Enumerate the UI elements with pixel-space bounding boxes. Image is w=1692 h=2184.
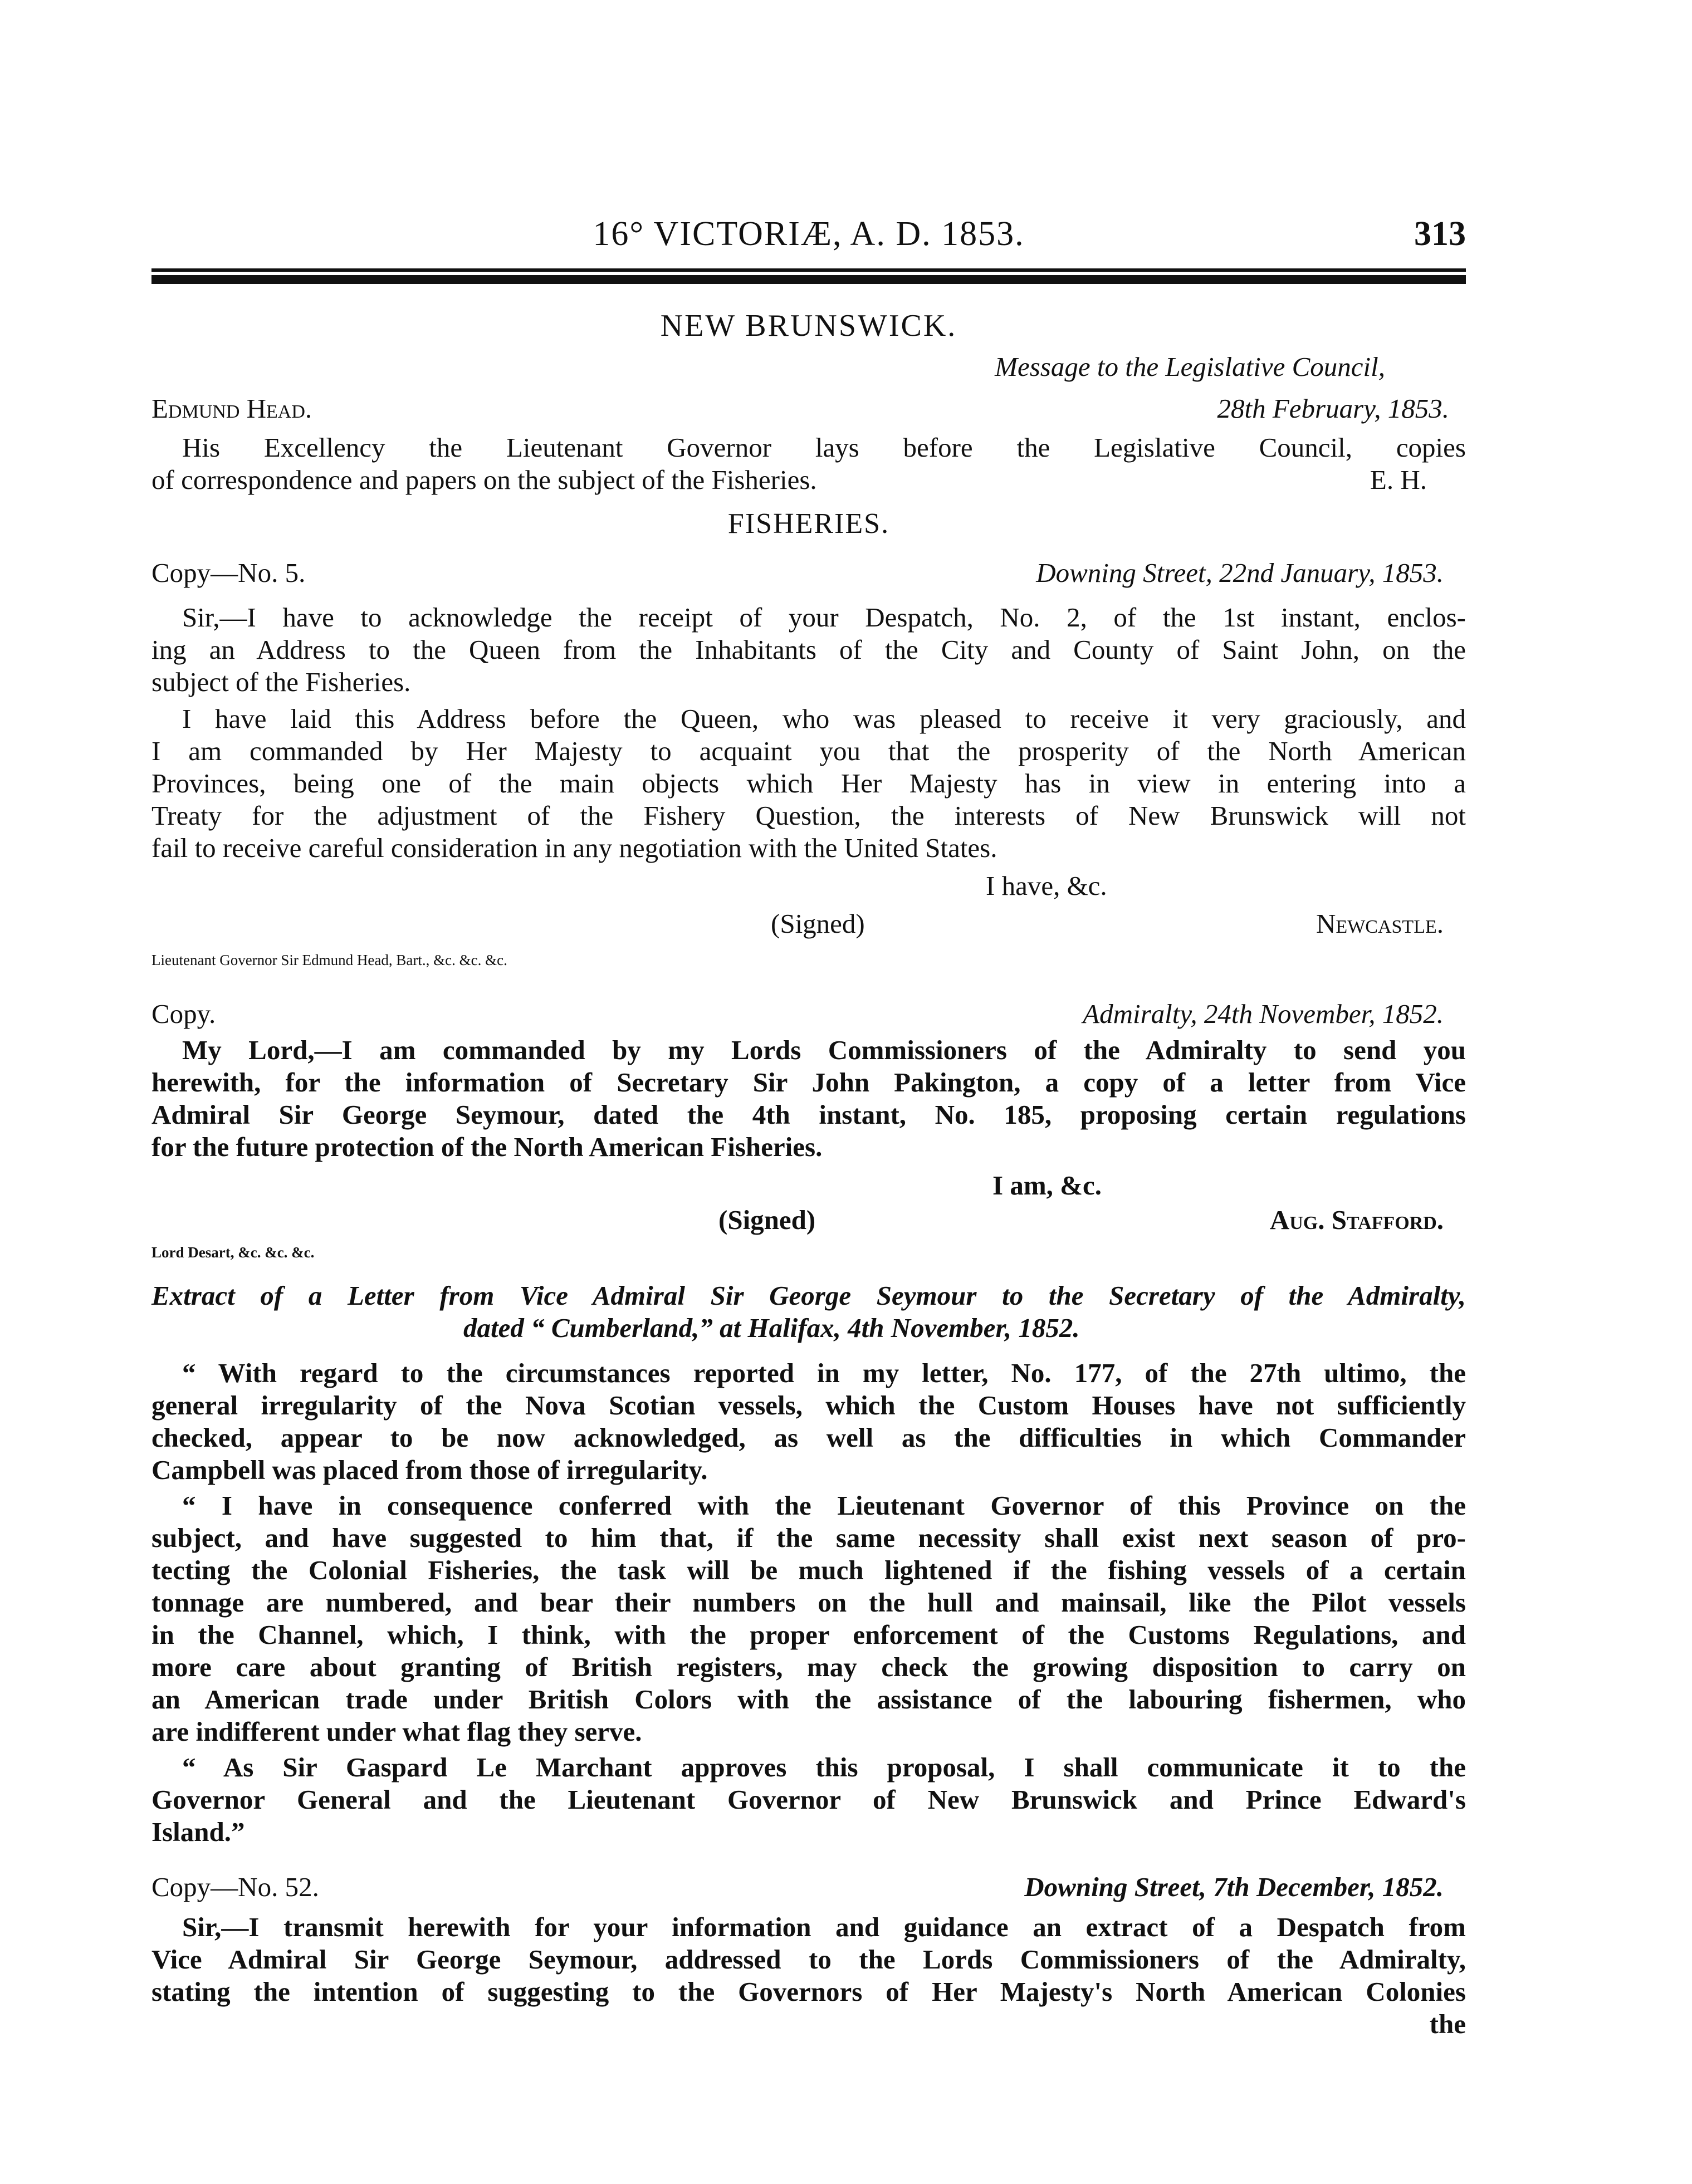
- letter2-place-date: Admiralty, 24th November, 1852.: [1083, 998, 1444, 1029]
- extract-line: more care about granting of British registers, may check the growing disposition to carry on: [151, 1652, 1466, 1682]
- letter2-addressee: Lord Desart, &c. &c. &c.: [151, 1244, 315, 1261]
- letter1-line: Sir,—I have to acknowledge the receipt of your Despatch, No. 2, of the 1st instant, enclos-: [182, 602, 1466, 633]
- message-body-line: His Excellency the Lieutenant Governor lays before the Legislative Council, copies: [182, 432, 1466, 463]
- letter3-place-date: Downing Street, 7th December, 1852.: [1024, 1872, 1444, 1902]
- letter2-line: Admiral Sir George Seymour, dated the 4th instant, No. 185, proposing certain regulations: [151, 1099, 1466, 1130]
- extract-line: an American trade under British Colors with the assistance of the labouring fishermen, who: [151, 1684, 1466, 1715]
- letter1-line: Treaty for the adjustment of the Fishery Question, the interests of New Brunswick will not: [151, 800, 1466, 831]
- letter2-signed: (Signed): [718, 1204, 816, 1235]
- letter1-line: I am commanded by Her Majesty to acquaint you that the prosperity of the North American: [151, 736, 1466, 766]
- extract-line: tecting the Colonial Fisheries, the task will be much lightened if the fishing vessels of a certain: [151, 1555, 1466, 1585]
- extract-line: tonnage are numbered, and bear their numbers on the hull and mainsail, like the Pilot vessels: [151, 1587, 1466, 1618]
- extract-line: in the Channel, which, I think, with the proper enforcement of the Customs Regulations, and: [151, 1619, 1466, 1650]
- letter1-line: subject of the Fisheries.: [151, 667, 411, 697]
- extract-line: Governor General and the Lieutenant Governor of New Brunswick and Prince Edward's: [151, 1784, 1466, 1815]
- letter3-line: Sir,—I transmit herewith for your information and guidance an extract of a Despatch from: [182, 1912, 1466, 1942]
- extract-line: “ As Sir Gaspard Le Marchant approves this proposal, I shall communicate it to the: [182, 1752, 1466, 1783]
- header-rule-thick: [151, 275, 1466, 284]
- extract-line: Campbell was placed from those of irregularity.: [151, 1455, 708, 1485]
- letter3-line: Vice Admiral Sir George Seymour, addressed to the Lords Commissioners of the Admiralty,: [151, 1944, 1466, 1975]
- extract-heading: Extract of a Letter from Vice Admiral Sir George Seymour to the Secretary of the Admiralty,: [151, 1280, 1466, 1311]
- letter3-line: stating the intention of suggesting to the Governors of Her Majesty's North American Colonies: [151, 1976, 1466, 2007]
- letter1-header-row: [151, 557, 1466, 589]
- page-number: 313: [1414, 215, 1466, 253]
- message-heading: Message to the Legislative Council,: [995, 351, 1385, 382]
- letter1-line: fail to receive careful consideration in any negotiation with the United States.: [151, 833, 997, 863]
- letter2-closing: I am, &c.: [992, 1170, 1102, 1201]
- running-header: [151, 214, 1466, 253]
- extract-heading: dated “ Cumberland,” at Halifax, 4th November, 1852.: [463, 1313, 1080, 1343]
- header-rule-thin: [151, 268, 1466, 272]
- extract-line: Island.”: [151, 1816, 245, 1847]
- letter2-line: for the future protection of the North American Fisheries.: [151, 1132, 823, 1162]
- section-title: NEW BRUNSWICK.: [660, 308, 957, 343]
- message-body-last-row: [151, 464, 1466, 496]
- extract-line: are indifferent under what flag they serve.: [151, 1716, 642, 1747]
- extract-line: general irregularity of the Nova Scotian vessels, which the Custom Houses have not sufficiently: [151, 1390, 1466, 1421]
- extract-line: “ With regard to the circumstances reported in my letter, No. 177, of the 27th ultimo, the: [182, 1358, 1466, 1388]
- catchword: the: [1429, 2009, 1466, 2039]
- letter2-line: herewith, for the information of Secretary Sir John Pakington, a copy of a letter from Vice: [151, 1067, 1466, 1098]
- letter1-label: Copy—No. 5.: [151, 557, 306, 588]
- letter3-label: Copy—No. 52.: [151, 1872, 319, 1902]
- extract-line: “ I have in consequence conferred with the Lieutenant Governor of this Province on the: [182, 1490, 1466, 1521]
- letter1-signature: Newcastle.: [1316, 908, 1444, 939]
- letter2-signature: Aug. Stafford.: [1269, 1204, 1444, 1235]
- letter2-line: My Lord,—I am commanded by my Lords Commissioners of the Admiralty to send you: [182, 1035, 1466, 1065]
- message-body-line: of correspondence and papers on the subject of the Fisheries.: [151, 464, 817, 495]
- letter3-header-row: [151, 1871, 1466, 1903]
- letter2-label: Copy.: [151, 998, 216, 1029]
- header-title: 16° VICTORIÆ, A. D. 1853.: [593, 215, 1025, 253]
- message-signer: Edmund Head.: [151, 393, 312, 424]
- extract-line: checked, appear to be now acknowledged, as well as the difficulties in which Commander: [151, 1422, 1466, 1453]
- letter1-line: I have laid this Address before the Queen, who was pleased to receive it very graciously, and: [182, 703, 1466, 734]
- letter1-addressee: Lieutenant Governor Sir Edmund Head, Bart., &c. &c. &c.: [151, 952, 507, 968]
- message-initials: E. H.: [1370, 464, 1427, 495]
- letter1-line: Provinces, being one of the main objects which Her Majesty has in view in entering into a: [151, 768, 1466, 799]
- letter1-line: ing an Address to the Queen from the Inhabitants of the City and County of Saint John, on the: [151, 634, 1466, 665]
- fisheries-heading: FISHERIES.: [727, 508, 890, 540]
- letter1-place-date: Downing Street, 22nd January, 1853.: [1036, 557, 1444, 588]
- letter1-signed: (Signed): [771, 908, 865, 939]
- extract-line: subject, and have suggested to him that, if the same necessity shall exist next season of pro-: [151, 1522, 1466, 1553]
- letter2-header-row: [151, 998, 1466, 1030]
- message-date: 28th February, 1853.: [1217, 393, 1449, 424]
- message-signer-row: [151, 393, 1466, 425]
- letter1-closing: I have, &c.: [986, 870, 1107, 901]
